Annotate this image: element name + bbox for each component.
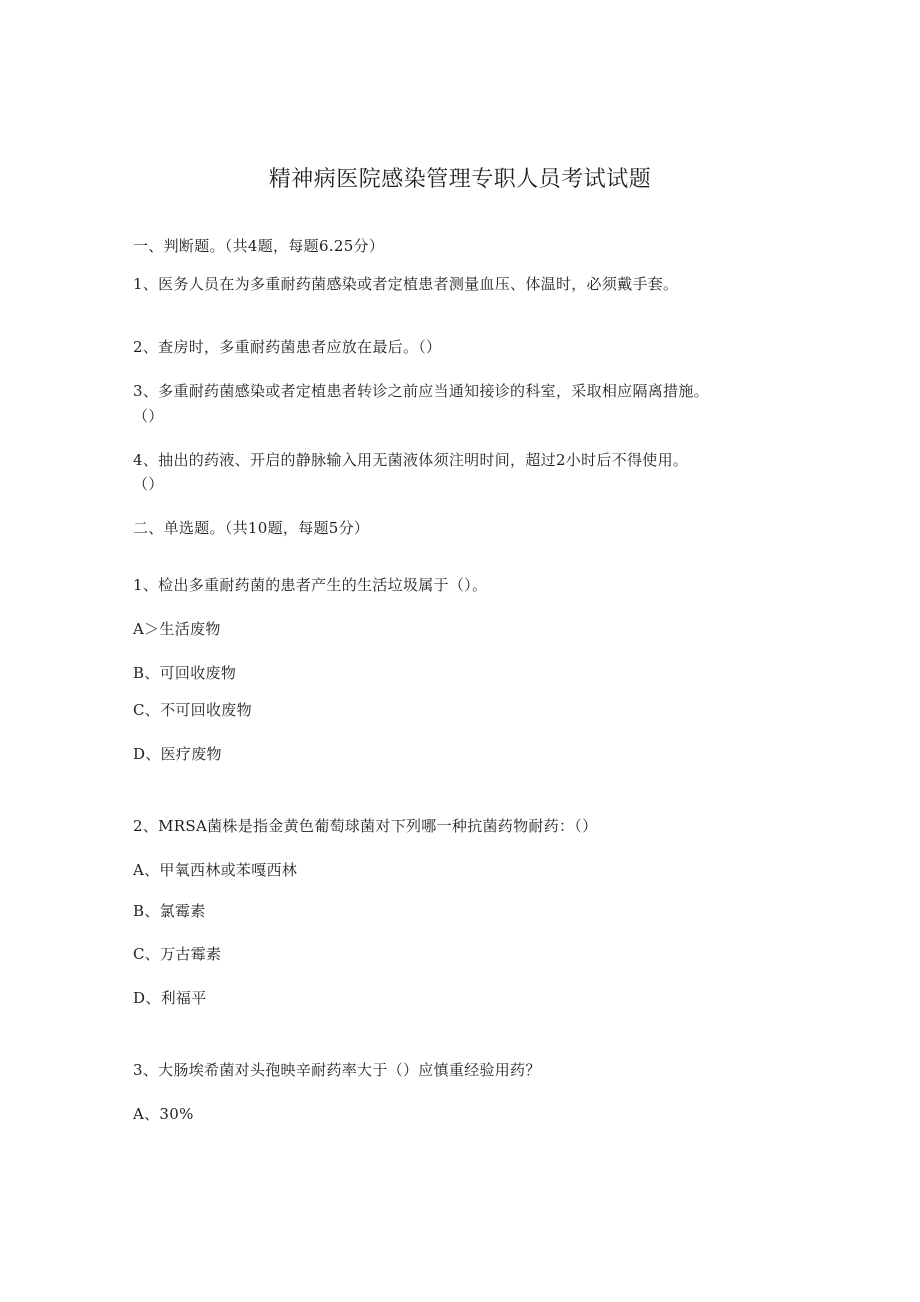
option-a: A、30% — [133, 1105, 194, 1123]
option-c: C、不可回收废物 — [133, 701, 252, 719]
question-text-continued: （） — [133, 475, 164, 493]
page-title: 精神病医院感染管理专职人员考试试题 — [268, 167, 652, 192]
question-text: 3、大肠埃希菌对头孢映辛耐药率大于（）应慎重经验用药？ — [133, 1061, 541, 1079]
option-c: C、万古霉素 — [133, 945, 222, 963]
question-text: 4、抽出的药液、开启的静脉输入用无菌液体须注明时间，超过2小时后不得使用。 — [133, 451, 689, 469]
question-text: 1、医务人员在为多重耐药菌感染或者定植患者测量血压、体温时，必须戴手套。 — [133, 275, 679, 293]
question-text: 2、查房时，多重耐药菌患者应放在最后。（） — [133, 338, 442, 356]
question-text: 2、MRSA菌株是指金黄色葡萄球菌对下列哪一种抗菌药物耐药：（） — [133, 817, 598, 835]
option-d: D、医疗废物 — [133, 745, 222, 763]
option-b: B、可回收废物 — [133, 664, 237, 682]
section-heading-single-choice: 二、单选题。（共10题，每题5分） — [133, 519, 370, 537]
question-text: 3、多重耐药菌感染或者定植患者转诊之前应当通知接诊的科室，采取相应隔离措施。 — [133, 382, 709, 400]
option-b: B、氯霉素 — [133, 902, 206, 920]
question-text-continued: （） — [133, 407, 164, 425]
section-heading-true-false: 一、判断题。（共4题，每题6.25分） — [133, 237, 385, 255]
option-a: A＞生活废物 — [133, 620, 221, 638]
option-a: A、甲氧西林或苯嘎西林 — [133, 861, 298, 879]
option-d: D、利福平 — [133, 989, 207, 1007]
question-text: 1、检出多重耐药菌的患者产生的生活垃圾属于（）。 — [133, 576, 488, 594]
